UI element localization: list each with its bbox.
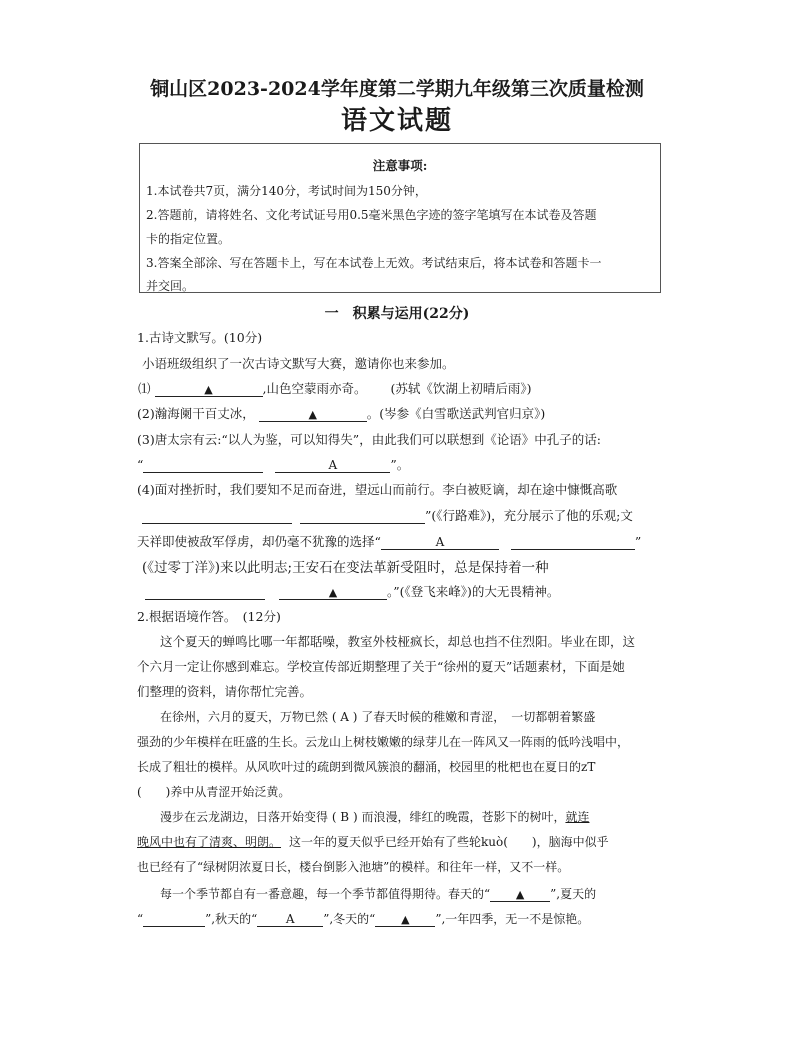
answer-blank[interactable] [145,585,265,600]
q1-line4: (4)面对挫折时，我们要知不足而奋进，望远山而前行。李白被贬谪，却在途中慷慨高歌 [137,482,618,497]
answer-blank[interactable] [375,912,435,927]
q2-paragraph-line: 个六月一定让你感到难忘。学校宣传部近期整理了关于“徐州的夏天”话题素材，下面是她 [137,659,625,674]
q1-line4c [137,532,641,550]
answer-blank[interactable] [257,912,323,927]
text: 这一年的夏天似乎已经开始有了些轮kuò( )，脑海中似乎 [289,835,609,849]
answer-blank[interactable] [511,535,635,550]
text: 每一个季节都自有一番意趣，每一个季节都值得期待。春天的“ [160,887,491,901]
poem-source: (苏轼《饮湖上初晴后雨》) [390,381,532,396]
q2-paragraph-line: 在徐州，六月的夏天，万物已然 ( A ) 了春天时候的稚嫩和青涩， 一切都朝着繁盛 [160,710,596,724]
quote-end: ” [634,534,642,549]
answer-blank[interactable] [300,509,425,524]
underlined-text: 就连 [565,810,590,824]
triangle-marker-icon: ▲ [204,383,213,396]
q1-line3: (3)唐太宗有云:“以人为鉴，可以知得失”，由此我们可以联想到《论语》中孔子的话: [137,432,601,447]
text: 天祥即使被敌军俘虏，却仍毫不犹豫的选择“ [137,534,381,549]
text: ”,夏天的 [550,887,597,901]
text: 漫步在云龙湖边，日落开始变得 ( B ) 而浪漫，绯红的晚霞，苍影下的树叶， [160,810,566,824]
triangle-marker-icon: ▲ [308,408,317,421]
answer-mark: A [328,458,338,472]
notice-title: 注意事项: [372,158,428,173]
q2-paragraph-line: 也已经有了“绿树阴浓夏日长，楼台倒影入池塘”的模样。和往年一样，又不一样。 [137,860,570,874]
q1-line4e [145,582,559,600]
answer-blank[interactable] [490,887,550,902]
text: ”,冬天的“ [323,912,376,926]
q2-paragraph-line [160,885,596,902]
exam-title: 铜山区2023-2024学年度第二学期九年级第三次质量检测 [150,78,644,100]
answer-mark: A [435,535,445,549]
text: ”,秋天的“ [205,912,258,926]
q2-paragraph-line [137,833,609,850]
q2-heading: 2.根据语境作答。 (12分) [137,609,281,624]
answer-blank[interactable] [142,509,292,524]
poem-source: 。(岑参《白雪歌送武判官归京》) [366,406,546,421]
q2-paragraph-line: 这个夏天的蝉鸣比哪一年都聒噪，教室外枝桠疯长，却总也挡不住烈阳。毕业在即，这 [160,634,636,649]
notice-line: 卡的指定位置。 [146,232,231,246]
q2-paragraph-line: ( )养中从青涩开始泛黄。 [137,785,291,799]
answer-blank[interactable] [279,585,387,600]
notice-line: 2.答题前，请将姓名、文化考试证号用0.5毫米黑色字迹的签字笔填写在本试卷及答题 [146,208,597,222]
exam-subtitle: 语文试题 [340,106,453,136]
poem-source: ”(《行路难》)，充分展示了他的乐观;文 [424,508,633,523]
q1-line1 [138,379,531,397]
answer-mark: A [285,912,295,926]
q1-heading: 1.古诗文默写。(10分) [137,330,263,345]
q1-line3-blanks [137,455,409,473]
q2-paragraph-line: 们整理的资料，请你帮忙完善。 [137,684,313,699]
line-number: ⑴ [138,381,151,396]
answer-blank[interactable] [143,912,205,927]
notice-line: 3.答案全部涂、写在答题卡上，写在本试卷上无效。考试结束后，将本试卷和答题卡一 [146,256,602,270]
triangle-marker-icon: ▲ [328,586,338,599]
q2-paragraph-line [137,910,589,927]
quote-mark: “ [137,912,144,926]
q1-intro: 小语班级组织了一次古诗文默写大赛，邀请你也来参加。 [142,356,455,371]
q2-paragraph-line: 强劲的少年模样在旺盛的生长。云龙山上树枝嫩嫩的绿芽儿在一阵风又一阵雨的低吟浅唱中， [137,735,630,749]
q2-paragraph-line: 长成了粗壮的模样。从风吹叶过的疏朗到微风簇浪的翻涌，校园里的枇杷也在夏日的zT [137,760,596,774]
q1-line4b [142,506,633,524]
notice-line: 1.本试卷共7页，满分140分，考试时间为150分钟， [146,184,427,198]
text: ”,一年四季，无一不是惊艳。 [435,912,590,926]
triangle-marker-icon: ▲ [515,888,525,901]
answer-blank[interactable] [259,407,367,422]
q1-line4d: (《过零丁洋》)来以此明志;王安石在变法革新受阻时，总是保持着一种 [142,560,549,576]
triangle-marker-icon: ▲ [401,913,410,926]
notice-line: 并交回。 [146,279,195,293]
underlined-text: 晚风中也有了清爽、明朗。 [137,835,282,849]
answer-blank[interactable] [155,382,263,397]
quote-end: ”。 [390,457,410,472]
q1-line2 [137,404,545,422]
poem-line: (2)瀚海阑干百丈冰， [137,406,255,421]
answer-blank[interactable] [275,458,390,473]
answer-blank[interactable] [381,535,499,550]
notice-box [139,143,661,293]
poem-source: 。”(《登飞来峰》)的大无畏精神。 [386,584,560,599]
q2-paragraph-line [160,808,589,825]
section-title: 一 积累与运用(22分) [324,306,470,322]
poem-line: ,山色空蒙雨亦奇。 [262,381,367,396]
quote-mark: “ [137,457,144,472]
answer-blank[interactable] [143,458,263,473]
